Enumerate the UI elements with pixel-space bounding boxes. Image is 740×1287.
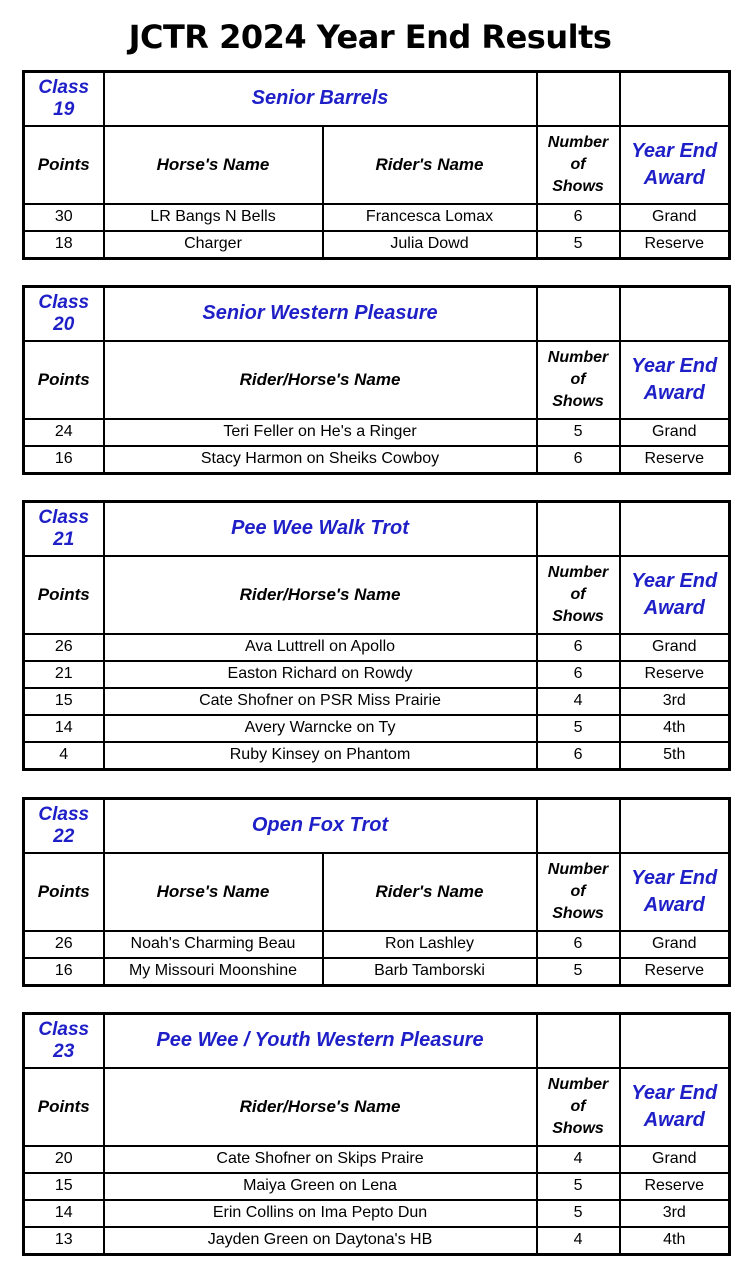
- points-value: 21: [24, 661, 104, 688]
- class-number-line-2: 21: [53, 528, 75, 550]
- points-value: 26: [24, 931, 104, 958]
- class-table-21: [22, 500, 731, 771]
- table-row: [24, 1200, 730, 1227]
- horse-name: LR Bangs N Bells: [104, 204, 323, 231]
- award-value: Grand: [620, 634, 730, 661]
- award-value: Reserve: [620, 231, 730, 259]
- rider-horse-name: Jayden Green on Daytona's HB: [104, 1227, 537, 1255]
- shows-value: 6: [537, 204, 620, 231]
- class-number-line-2: 19: [53, 98, 75, 120]
- header-number-of-shows-line-2: of: [570, 370, 586, 388]
- header-year-end-award: [620, 341, 730, 419]
- class-number: [24, 799, 104, 853]
- points-value: 13: [24, 1227, 104, 1255]
- header-year-end-award-line-1: Year End: [631, 1081, 718, 1104]
- rider-horse-name: Maiya Green on Lena: [104, 1173, 537, 1200]
- table-row: [24, 958, 730, 986]
- class-number-line-1: Class: [38, 803, 90, 825]
- horse-name: Noah's Charming Beau: [104, 931, 323, 958]
- header-rider-name: Rider's Name: [323, 853, 537, 931]
- table-row: [24, 634, 730, 661]
- table-row: [24, 661, 730, 688]
- rider-horse-name: Ruby Kinsey on Phantom: [104, 742, 537, 770]
- class-number-line-2: 22: [53, 825, 75, 847]
- header-year-end-award: [620, 556, 730, 634]
- class-number: [24, 1014, 104, 1068]
- header-rider-horse-name: Rider/Horse's Name: [104, 1068, 537, 1146]
- empty-cell: [620, 72, 730, 126]
- table-row: [24, 446, 730, 474]
- award-value: 5th: [620, 742, 730, 770]
- points-value: 15: [24, 688, 104, 715]
- table-row: [24, 742, 730, 770]
- shows-value: 4: [537, 1146, 620, 1173]
- class-number-line-1: Class: [38, 506, 90, 528]
- header-number-of-shows: [537, 556, 620, 634]
- table-row: [24, 688, 730, 715]
- empty-cell: [620, 1014, 730, 1068]
- class-table-23: [22, 1012, 731, 1256]
- header-number-of-shows-line-3: Shows: [552, 904, 604, 922]
- header-number-of-shows-line-2: of: [570, 1097, 586, 1115]
- header-points: Points: [24, 853, 104, 931]
- empty-cell: [620, 799, 730, 853]
- header-horse-name: Horse's Name: [104, 126, 323, 204]
- horse-name: My Missouri Moonshine: [104, 958, 323, 986]
- table-row: [24, 715, 730, 742]
- rider-horse-name: Avery Warncke on Ty: [104, 715, 537, 742]
- empty-cell: [537, 502, 620, 556]
- table-row: [24, 931, 730, 958]
- award-value: Grand: [620, 931, 730, 958]
- table-row: [24, 1173, 730, 1200]
- class-number-line-2: 20: [53, 313, 75, 335]
- shows-value: 5: [537, 715, 620, 742]
- shows-value: 4: [537, 1227, 620, 1255]
- award-value: Grand: [620, 1146, 730, 1173]
- header-number-of-shows-line-1: Number: [547, 348, 609, 366]
- award-value: 4th: [620, 715, 730, 742]
- class-table-19: [22, 70, 731, 260]
- empty-cell: [537, 72, 620, 126]
- shows-value: 6: [537, 634, 620, 661]
- class-number-line-1: Class: [38, 1018, 90, 1040]
- rider-horse-name: Easton Richard on Rowdy: [104, 661, 537, 688]
- class-number: [24, 287, 104, 341]
- shows-value: 5: [537, 1173, 620, 1200]
- class-number-line-1: Class: [38, 291, 90, 313]
- empty-cell: [620, 502, 730, 556]
- header-year-end-award-line-2: Award: [643, 166, 705, 189]
- header-year-end-award-line-2: Award: [643, 596, 705, 619]
- header-number-of-shows-line-2: of: [570, 585, 586, 603]
- points-value: 14: [24, 715, 104, 742]
- table-row: [24, 419, 730, 446]
- shows-value: 5: [537, 231, 620, 259]
- rider-name: Julia Dowd: [323, 231, 537, 259]
- points-value: 16: [24, 958, 104, 986]
- award-value: Reserve: [620, 958, 730, 986]
- class-number-line-1: Class: [38, 76, 90, 98]
- header-number-of-shows-line-2: of: [570, 882, 586, 900]
- rider-horse-name: Ava Luttrell on Apollo: [104, 634, 537, 661]
- class-number: [24, 502, 104, 556]
- header-number-of-shows: [537, 853, 620, 931]
- points-value: 20: [24, 1146, 104, 1173]
- header-rider-name: Rider's Name: [323, 126, 537, 204]
- points-value: 26: [24, 634, 104, 661]
- table-row: [24, 1227, 730, 1255]
- award-value: Grand: [620, 204, 730, 231]
- award-value: Reserve: [620, 446, 730, 474]
- rider-horse-name: Erin Collins on Ima Pepto Dun: [104, 1200, 537, 1227]
- header-rider-horse-name: Rider/Horse's Name: [104, 341, 537, 419]
- points-value: 24: [24, 419, 104, 446]
- header-year-end-award-line-1: Year End: [631, 569, 718, 592]
- header-year-end-award-line-1: Year End: [631, 866, 718, 889]
- header-number-of-shows-line-3: Shows: [552, 177, 604, 195]
- header-number-of-shows-line-3: Shows: [552, 392, 604, 410]
- award-value: 3rd: [620, 1200, 730, 1227]
- class-number: [24, 72, 104, 126]
- shows-value: 5: [537, 958, 620, 986]
- shows-value: 6: [537, 931, 620, 958]
- rider-horse-name: Cate Shofner on Skips Praire: [104, 1146, 537, 1173]
- points-value: 15: [24, 1173, 104, 1200]
- class-title: Senior Barrels: [104, 72, 537, 126]
- horse-name: Charger: [104, 231, 323, 259]
- header-year-end-award-line-2: Award: [643, 893, 705, 916]
- header-number-of-shows-line-1: Number: [547, 1075, 609, 1093]
- rider-name: Barb Tamborski: [323, 958, 537, 986]
- header-number-of-shows-line-3: Shows: [552, 1119, 604, 1137]
- empty-cell: [620, 287, 730, 341]
- header-horse-name: Horse's Name: [104, 853, 323, 931]
- award-value: 4th: [620, 1227, 730, 1255]
- class-title: Pee Wee Walk Trot: [104, 502, 537, 556]
- class-number-line-2: 23: [53, 1040, 75, 1062]
- header-year-end-award: [620, 126, 730, 204]
- table-row: [24, 204, 730, 231]
- header-number-of-shows-line-1: Number: [547, 860, 609, 878]
- header-number-of-shows: [537, 1068, 620, 1146]
- header-year-end-award-line-2: Award: [643, 381, 705, 404]
- rider-horse-name: Cate Shofner on PSR Miss Prairie: [104, 688, 537, 715]
- header-year-end-award-line-1: Year End: [631, 139, 718, 162]
- points-value: 14: [24, 1200, 104, 1227]
- award-value: Reserve: [620, 1173, 730, 1200]
- shows-value: 5: [537, 1200, 620, 1227]
- empty-cell: [537, 287, 620, 341]
- rider-name: Francesca Lomax: [323, 204, 537, 231]
- header-number-of-shows-line-1: Number: [547, 133, 609, 151]
- header-points: Points: [24, 341, 104, 419]
- header-rider-horse-name: Rider/Horse's Name: [104, 556, 537, 634]
- rider-horse-name: Stacy Harmon on Sheiks Cowboy: [104, 446, 537, 474]
- shows-value: 4: [537, 688, 620, 715]
- header-year-end-award: [620, 1068, 730, 1146]
- empty-cell: [537, 1014, 620, 1068]
- header-points: Points: [24, 126, 104, 204]
- points-value: 16: [24, 446, 104, 474]
- rider-name: Ron Lashley: [323, 931, 537, 958]
- header-points: Points: [24, 556, 104, 634]
- shows-value: 6: [537, 661, 620, 688]
- award-value: Reserve: [620, 661, 730, 688]
- class-table-22: [22, 797, 731, 987]
- award-value: Grand: [620, 419, 730, 446]
- header-year-end-award: [620, 853, 730, 931]
- points-value: 30: [24, 204, 104, 231]
- shows-value: 5: [537, 419, 620, 446]
- shows-value: 6: [537, 742, 620, 770]
- header-year-end-award-line-2: Award: [643, 1108, 705, 1131]
- class-table-20: [22, 285, 731, 475]
- header-number-of-shows: [537, 341, 620, 419]
- header-number-of-shows-line-3: Shows: [552, 607, 604, 625]
- header-number-of-shows-line-2: of: [570, 155, 586, 173]
- points-value: 4: [24, 742, 104, 770]
- rider-horse-name: Teri Feller on He's a Ringer: [104, 419, 537, 446]
- header-year-end-award-line-1: Year End: [631, 354, 718, 377]
- page-title: JCTR 2024 Year End Results: [128, 18, 612, 56]
- class-title: Pee Wee / Youth Western Pleasure: [104, 1014, 537, 1068]
- points-value: 18: [24, 231, 104, 259]
- header-number-of-shows: [537, 126, 620, 204]
- shows-value: 6: [537, 446, 620, 474]
- class-title: Open Fox Trot: [104, 799, 537, 853]
- empty-cell: [537, 799, 620, 853]
- award-value: 3rd: [620, 688, 730, 715]
- table-row: [24, 231, 730, 259]
- header-number-of-shows-line-1: Number: [547, 563, 609, 581]
- table-row: [24, 1146, 730, 1173]
- class-title: Senior Western Pleasure: [104, 287, 537, 341]
- header-points: Points: [24, 1068, 104, 1146]
